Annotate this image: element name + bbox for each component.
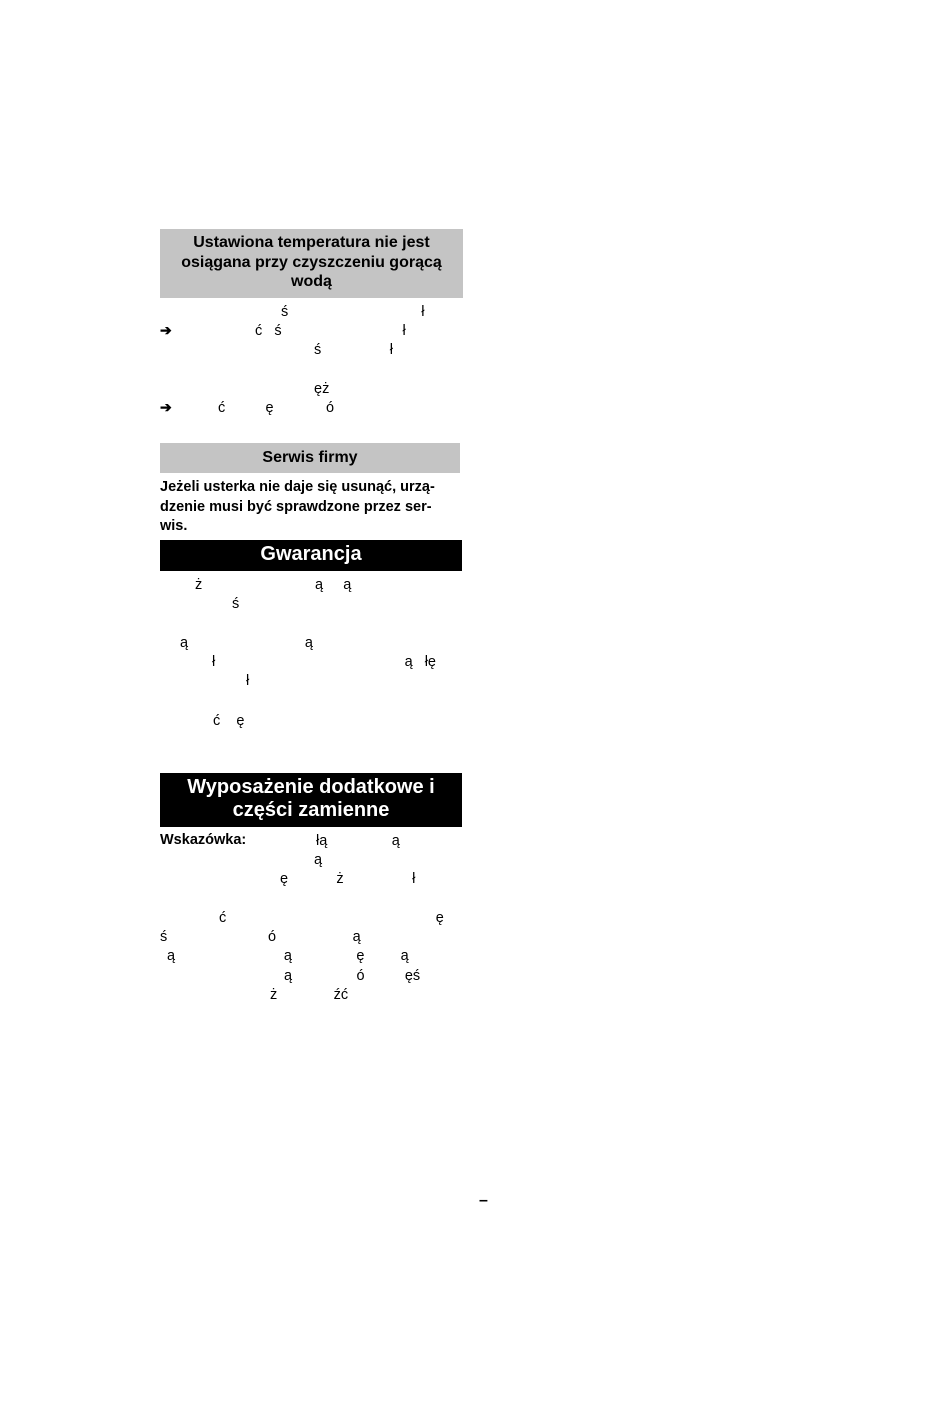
warranty-heading-text: Gwarancja: [260, 543, 362, 565]
accessories-line-7: ą ó ęś: [284, 968, 421, 984]
temp-line-5: ć ę ó: [218, 400, 335, 416]
service-body: Jeżeli usterka nie daje się usunąć, urzą- dzenie musi być sprawdzone przez ser- wis.: [160, 479, 435, 534]
temp-heading-text: Ustawiona temperatura nie jest osiągana przy czyszczeniu gorącą wodą: [181, 234, 442, 290]
accessories-line-1: łą ą: [316, 833, 400, 849]
warranty-line-3: ą ą: [180, 635, 313, 651]
temp-line-1: ś ł: [281, 304, 425, 320]
warranty-line-6: ć ę: [213, 713, 245, 729]
warranty-heading: [160, 540, 462, 571]
warranty-line-2: ś: [232, 596, 240, 612]
service-heading: [160, 443, 460, 473]
temp-heading: [160, 229, 463, 298]
accessories-line-2: ą: [314, 852, 323, 868]
page-footer-mark: –: [479, 1192, 488, 1209]
warranty-line-5: ł: [246, 673, 250, 689]
temp-line-4: ęż: [314, 381, 330, 397]
warranty-line-4: ł ą łę: [212, 654, 436, 670]
accessories-line-6: ą ą ę ą: [167, 948, 409, 964]
accessories-heading: [160, 773, 462, 827]
accessories-line-5: ś ó ą: [160, 929, 361, 945]
arrow-right-icon: ➔: [160, 399, 172, 415]
warranty-line-1: ż ą ą: [195, 577, 352, 593]
accessories-heading-text: Wyposażenie dodatkowe i części zamienne: [187, 776, 435, 821]
accessories-line-3: ę ż ł: [280, 871, 416, 887]
arrow-right-icon: ➔: [160, 322, 172, 338]
note-label: Wskazówka:: [160, 832, 247, 848]
temp-line-3: ś ł: [314, 342, 393, 358]
temp-line-2: ć ś ł: [255, 323, 406, 339]
accessories-line-8: ż źć: [270, 987, 349, 1003]
accessories-line-4: ć ę: [219, 910, 444, 926]
service-heading-text: Serwis firmy: [262, 449, 358, 466]
